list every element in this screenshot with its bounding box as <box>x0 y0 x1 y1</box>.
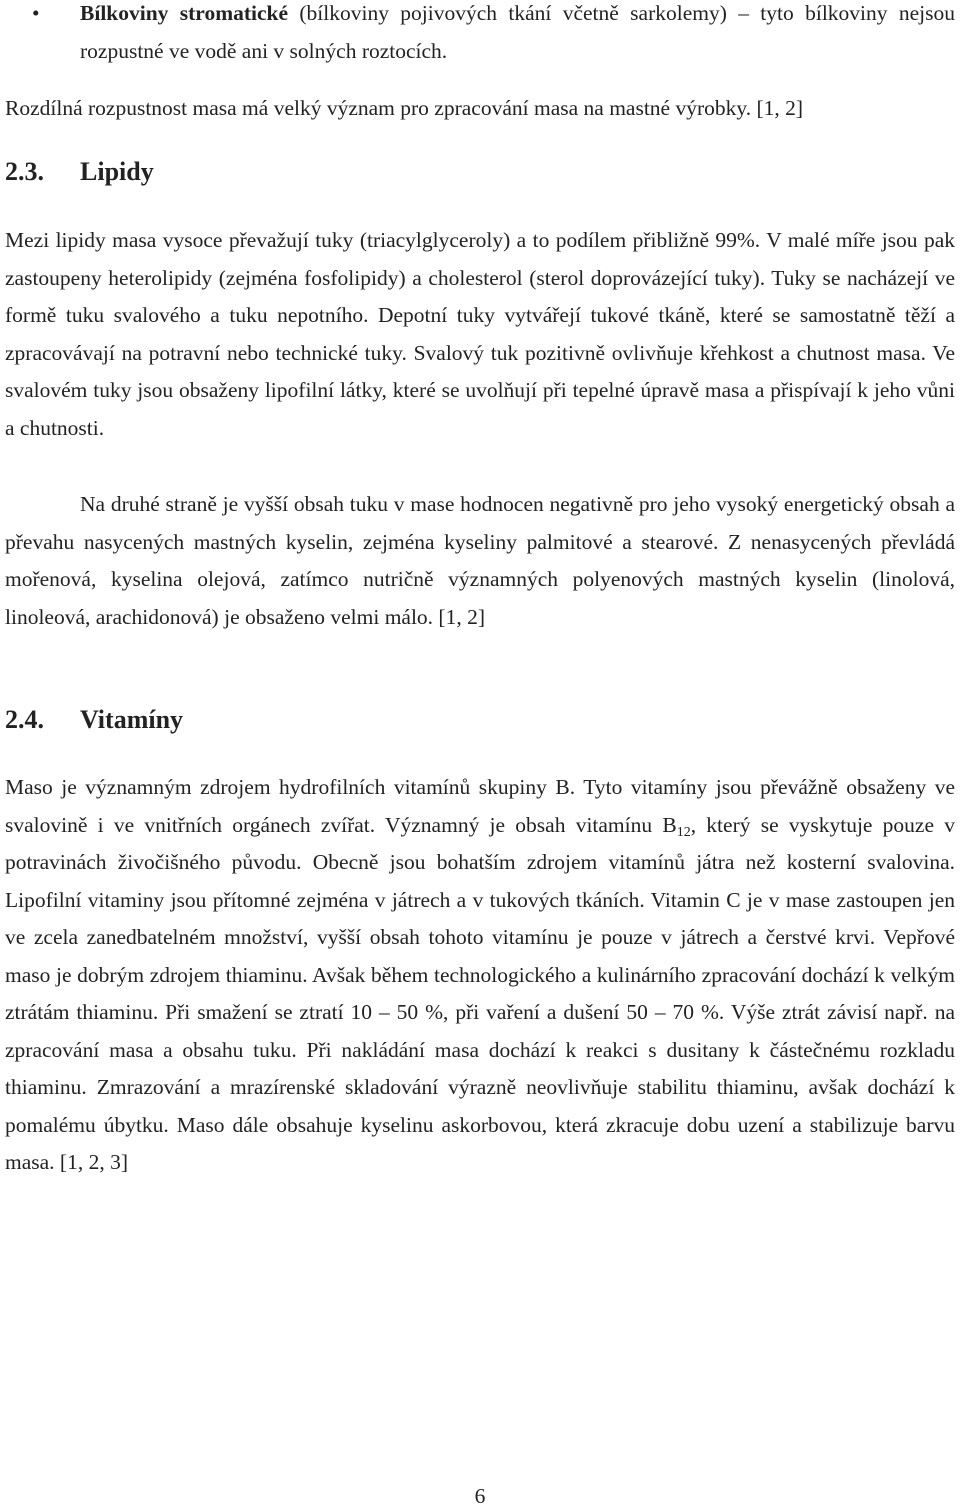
bullet-text: (bílkoviny pojivových tkání včetně sarkolemy) – tyto bílkoviny nejsou rozpustné ve vodě ani v solných roztocích. <box>80 1 955 63</box>
section-heading-vitamins <box>5 705 183 735</box>
section-number: 2.4. <box>5 705 44 734</box>
vitamins-paragraph <box>5 769 955 1182</box>
section-title: Lipidy <box>80 157 154 186</box>
vitamins-text-start: Maso je významným zdrojem hydrofilních vitamínů skupiny B. Tyto vitamíny jsou převážně obsaženy ve svalovině i ve vnitřních orgánech zvířat. Významný je obsah vitamínu B <box>5 775 955 837</box>
bullet-item-stromal-proteins <box>5 0 955 70</box>
section-number: 2.3. <box>5 157 44 186</box>
vitamins-text-end: , který se vyskytuje pouze v potravinách živočišného původu. Obecně jsou bohatším zdrojem vitamínů játra než kosterní svalovina. Lipofilní vitaminy jsou přítomné zejména v játrech a v tukových tkáních. Vitamin C je v mase zastoupen jen ve zcela zanedbatelném množství, vyšší obsah tohoto vitamínu je pouze v játrech a čerstvé krvi. Vepřové maso je dobrým zdrojem thiaminu. Avšak během technologického a kulinárního zpracování dochází k velkým ztrátám thiaminu. Při smažení se ztratí 10 – 50 %, při vaření a dušení 50 – 70 %. Výše ztrát závisí např. na zpracování masa a obsahu tuku. Při nakládání masa dochází k reakci s dusitany k částečnému rozkladu thiaminu. Zmrazování a mrazírenské skladování výrazně neovlivňuje stabilitu thiaminu, avšak dochází k pomalému úbytku. Maso dále obsahuje kyselinu askorbovou, která zkracuje dobu uzení a stabilizuje barvu masa. [1, 2, 3] <box>5 812 956 1174</box>
lipids-paragraph-2: Na druhé straně je vyšší obsah tuku v mase hodnocen negativně pro jeho vysoký energetický obsah a převahu nasycených mastných kyselin, zejména kyseliny palmitové a stearové. Z nenasycených převládá mořenová, kyselina olejová, zatímco nutričně významných polyenových mastných kyselin (linolová, linoleová, arachidonová) je obsaženo velmi málo. [1, 2] <box>5 492 955 629</box>
section-heading-lipids <box>5 157 154 187</box>
vitamin-subscript: 12 <box>676 824 691 840</box>
bullet-term: Bílkoviny stromatické <box>80 1 289 25</box>
bullet-symbol: • <box>32 1 40 25</box>
page-number: 6 <box>474 1484 486 1508</box>
section-title: Vitamíny <box>80 705 184 734</box>
lipids-paragraph-1: Mezi lipidy masa vysoce převažují tuky (triacylglyceroly) a to podílem přibližně 99%. V malé míře jsou pak zastoupeny heterolipidy (zejména fosfolipidy) a cholesterol (sterol doprovázející tuky). Tuky se nacházejí ve formě tuku svalového a tuku nepotního. Depotní tuky vytvářejí tukové tkáně, které se samostatně těží a zpracovávají na potravní nebo technické tuky. Svalový tuk pozitivně ovlivňuje křehkost a chutnost masa. Ve svalovém tuky jsou obsaženy lipofilní látky, které se uvolňují při tepelné úpravě masa a přispívají k jeho vůni a chutnosti. <box>5 228 955 440</box>
solubility-paragraph: Rozdílná rozpustnost masa má velký význam pro zpracování masa na mastné výrobky. [1, 2] <box>5 96 804 120</box>
